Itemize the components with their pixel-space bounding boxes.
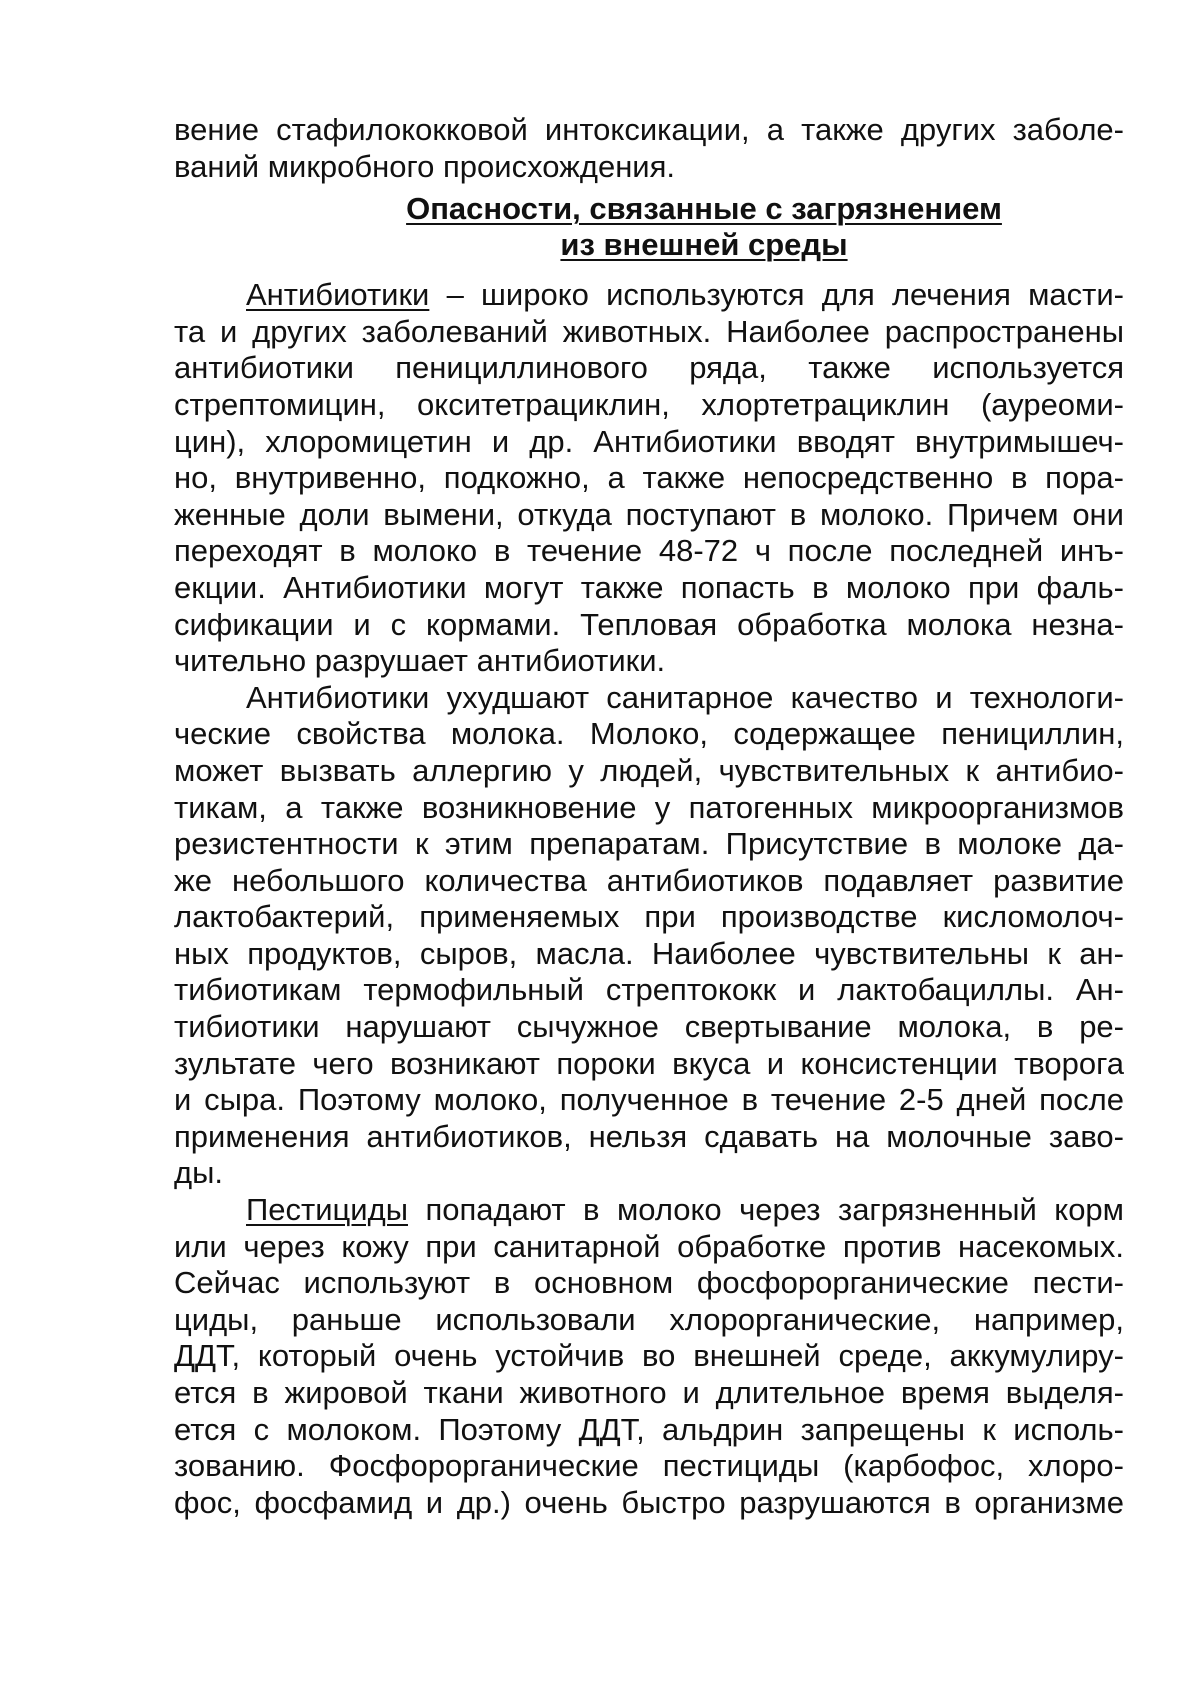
text-line: ды. — [174, 1155, 223, 1191]
text-line: женные доли вымени, откуда поступают в молоко. Причем они — [174, 496, 1124, 532]
document-page — [174, 112, 1124, 1521]
text-line: зованию. Фосфорорганические пестициды (карбофос, хлоро- — [174, 1448, 1124, 1484]
text-line: циды, раньше использовали хлорорганические, например, — [174, 1301, 1124, 1337]
text-line: переходят в молоко в течение 48-72 ч после последней инъ- — [174, 533, 1124, 569]
text-line: тибиотикам термофильный стрептококк и лактобациллы. Ан- — [174, 972, 1124, 1008]
heading-line-1: Опасности, связанные с загрязнением — [406, 191, 1002, 227]
text-line: Антибиотики ухудшают санитарное качество и технологи- — [246, 679, 1124, 715]
pesticides-paragraph — [174, 1192, 1124, 1521]
text-line: цин), хлоромицетин и др. Антибиотики вводят внутримышеч- — [174, 423, 1124, 459]
text-line: тибиотики нарушают сычужное свертывание молока, в ре- — [174, 1009, 1124, 1045]
text-line: антибиотики пенициллинового ряда, также используется — [174, 350, 1124, 386]
text-line: но, внутривенно, подкожно, а также непосредственно в пора- — [174, 460, 1124, 496]
section-heading — [174, 191, 1124, 263]
text-line: или через кожу при санитарной обработке против насекомых. — [174, 1228, 1124, 1264]
text-line: резистентности к этим препаратам. Присутствие в молоке да- — [174, 826, 1124, 862]
text-line: ется в жировой ткани животного и длительное время выделя- — [174, 1375, 1124, 1410]
text-line: Сейчас используют в основном фосфорорганические пести- — [174, 1265, 1124, 1301]
text-line: лактобактерий, применяемых при производстве кисломолоч- — [174, 899, 1124, 935]
text-line: и сыра. Поэтому молоко, полученное в течение 2-5 дней после — [174, 1082, 1124, 1118]
intro-paragraph — [174, 112, 1124, 185]
term-antibiotics: Антибиотики — [246, 277, 430, 313]
text-line: Антибиотики – широко используются для лечения масти- — [246, 277, 1124, 313]
text-line: Пестициды попадают в молоко через загрязненный корм — [246, 1192, 1124, 1228]
antibiotics-effects-paragraph — [174, 680, 1124, 1192]
text-line: ных продуктов, сыров, масла. Наиболее чувствительны к ан- — [174, 935, 1124, 971]
text-line: же небольшого количества антибиотиков подавляет развитие — [174, 862, 1124, 898]
text-line: стрептомицин, окситетрациклин, хлортетрациклин (ауреоми- — [174, 386, 1124, 422]
term-pesticides: Пестициды — [246, 1192, 408, 1228]
text-line: та и других заболеваний животных. Наиболее распространены — [174, 313, 1124, 349]
text-line: зультате чего возникают пороки вкуса и консистенции творога — [174, 1045, 1124, 1081]
text-line: фос, фосфамид и др.) очень быстро разрушаются в организме — [174, 1484, 1124, 1520]
text-line: сификации и с кормами. Тепловая обработка молока незна- — [174, 606, 1124, 642]
text-line: екции. Антибиотики могут также попасть в молоко при фаль- — [174, 569, 1124, 605]
text-line: ется с молоком. Поэтому ДДТ, альдрин запрещены к исполь- — [174, 1411, 1124, 1447]
text-line: ческие свойства молока. Молоко, содержащее пенициллин, — [174, 716, 1124, 752]
text-line: применения антибиотиков, нельзя сдавать на молочные заво- — [174, 1118, 1124, 1154]
heading-line-2: из внешней среды — [560, 227, 848, 263]
text-line: может вызвать аллергию у людей, чувствительных к антибио- — [174, 752, 1124, 788]
text-line: вение стафилококковой интоксикации, а также других заболе- — [174, 112, 1124, 147]
text-line: ДДТ, который очень устойчив во внешней среде, аккумулиру- — [174, 1338, 1124, 1374]
text-line: чительно разрушает антибиотики. — [174, 643, 666, 679]
antibiotics-paragraph — [174, 277, 1124, 680]
text-line: тикам, а также возникновение у патогенных микроорганизмов — [174, 789, 1124, 825]
text-line: ваний микробного происхождения. — [174, 148, 676, 184]
